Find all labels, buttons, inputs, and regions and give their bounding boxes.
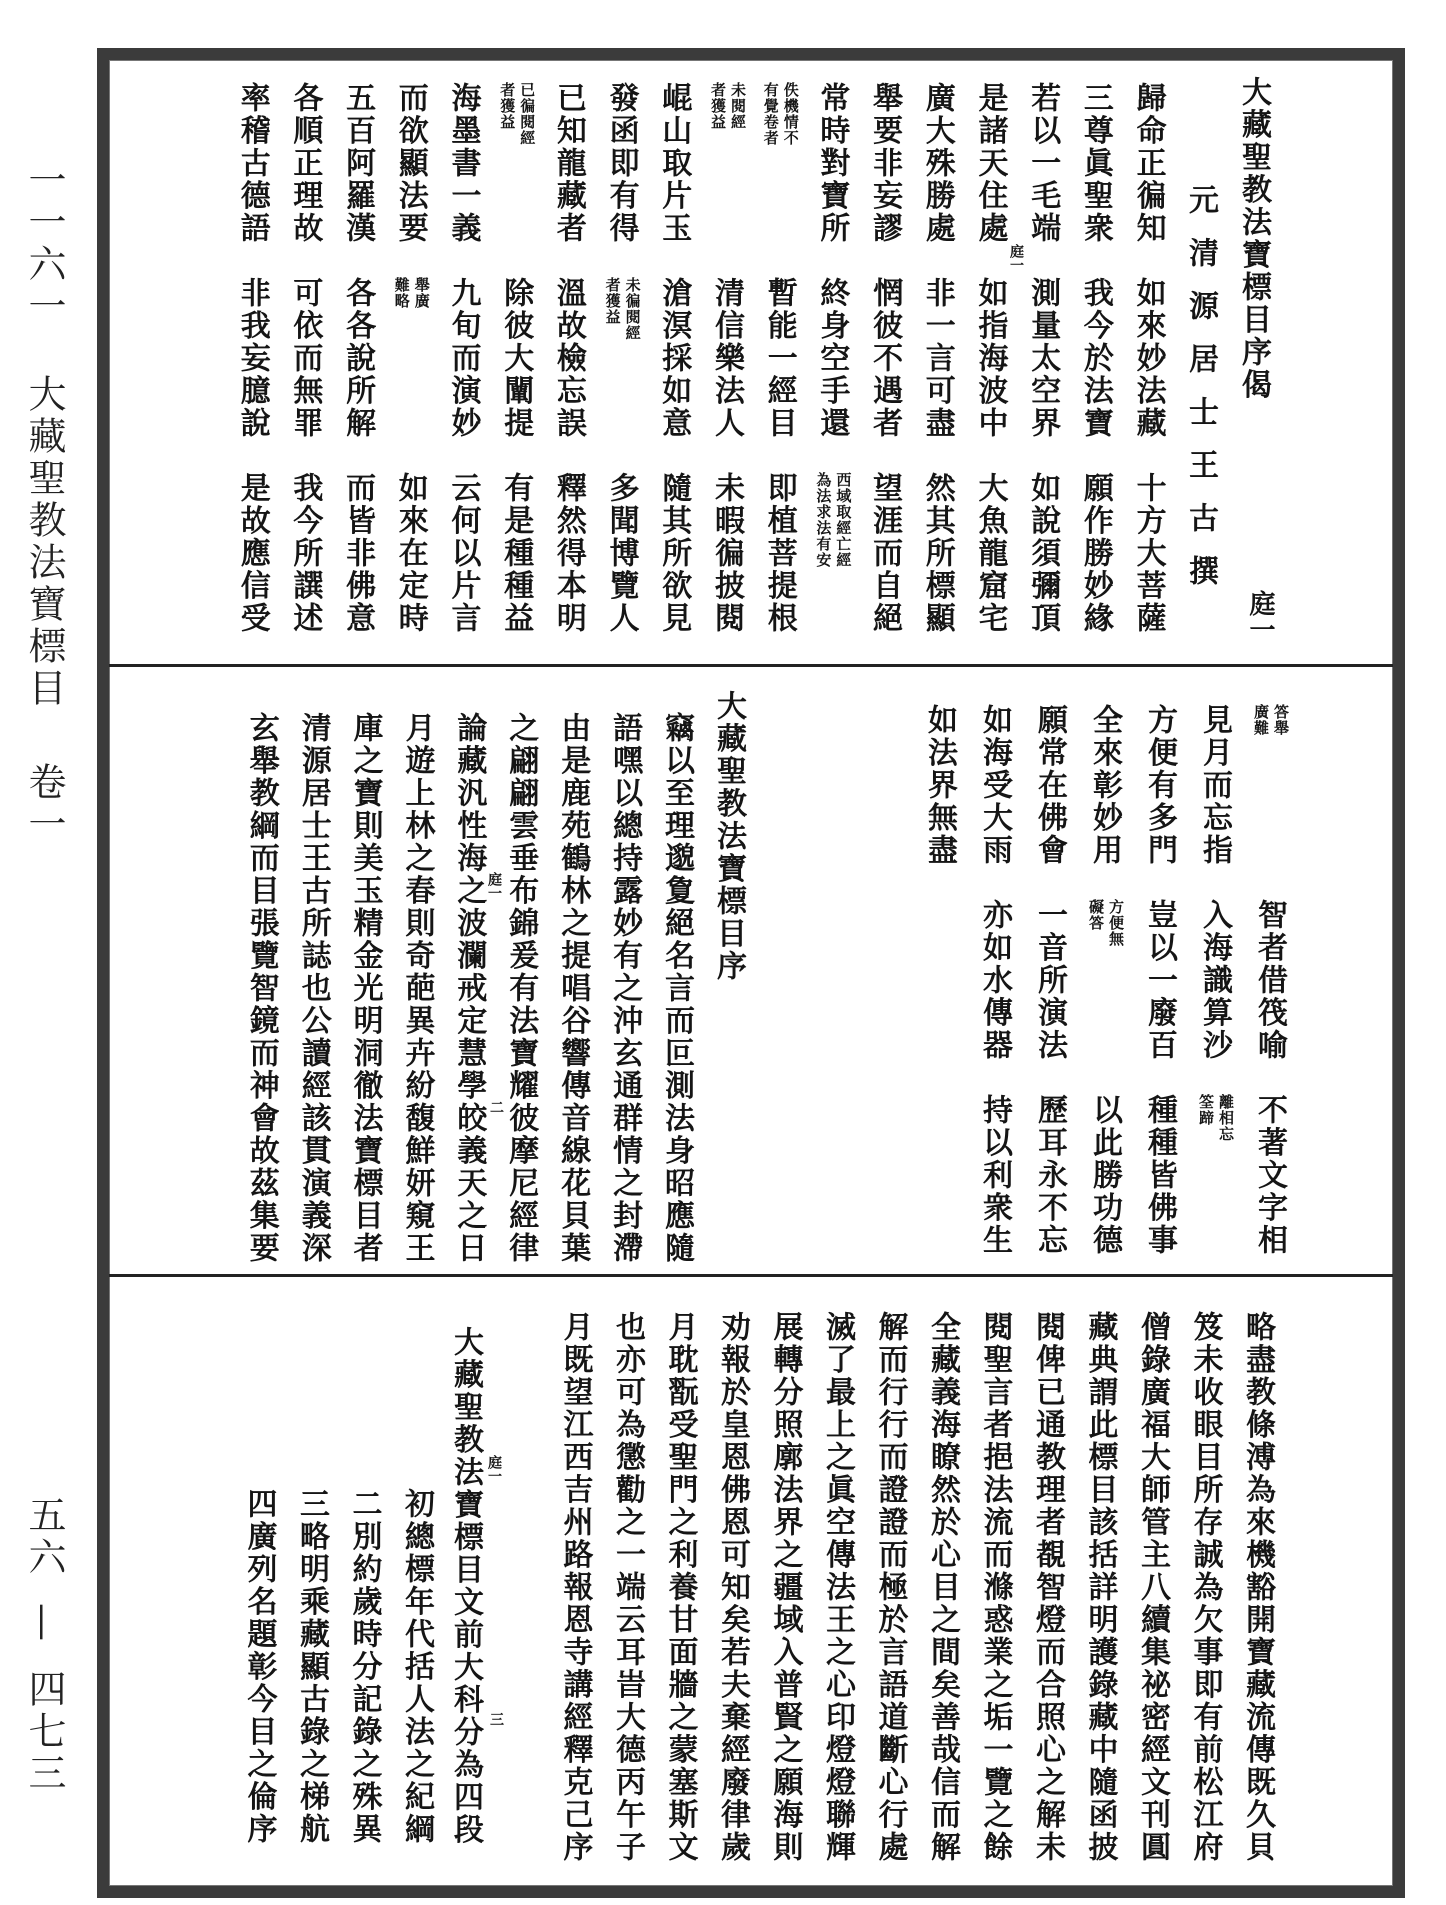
preface-line-column <box>235 712 287 1265</box>
verse-phrase: 非我妄臆說 <box>234 277 270 440</box>
preface-line: 清源居士王古所誌也公讀經該貫演義深 <box>295 712 331 1265</box>
preface-line: 由是鹿苑鶴林之提唱谷響傳音線花貝葉 <box>555 712 591 1265</box>
verse-slot <box>1078 899 1130 947</box>
verse-slot <box>1243 704 1295 736</box>
verse-slot <box>1023 704 1075 867</box>
interlinear-note: 答舉廣難 <box>1252 704 1290 736</box>
verse-slot <box>1133 704 1185 867</box>
leaf-mark: 三 <box>488 1712 504 1726</box>
verse-slot <box>805 472 857 568</box>
verse-phrase: 惘彼不遇者 <box>867 277 903 440</box>
postface-line-column <box>1231 1311 1283 1864</box>
verse-slot <box>1188 899 1240 1062</box>
verse-phrase: 廣大殊勝處 <box>919 82 955 245</box>
verse-phrase: 持以利衆生 <box>977 1094 1012 1257</box>
verse-slot <box>647 277 699 440</box>
outline-title: 大藏聖教法寶標目文前大科分為四段 <box>448 1326 483 1846</box>
verse-slot <box>542 82 594 245</box>
outline-item: 初總標年代括人法之紀綱 <box>399 1488 434 1846</box>
verse-phrase: 如來妙法藏 <box>1130 277 1166 440</box>
panel-divider <box>109 664 1393 667</box>
verse-slot <box>964 277 1016 440</box>
verse-slot <box>1078 704 1130 867</box>
preface-line: 玄舉教綱而目張覽智鏡而神會故茲集要 <box>243 712 279 1265</box>
verse-slot <box>489 472 541 635</box>
verse-slot <box>489 82 541 146</box>
verse-phrase: 清信樂法人 <box>709 277 744 440</box>
verse-slot <box>753 277 805 440</box>
verse-phrase: 未暇徧披閱 <box>709 472 744 635</box>
verse-slot <box>1069 472 1121 635</box>
preface-line-column <box>287 712 339 1265</box>
verse-phrase: 測量太空界 <box>1025 277 1061 440</box>
verse-slot <box>595 82 647 245</box>
verse-slot <box>1016 277 1068 440</box>
postface-line: 展轉分照廓法界之疆域入普賢之願海則 <box>767 1311 803 1864</box>
postface-line: 滅了最上之眞空傳法王之心印燈燈聯輝 <box>820 1311 855 1864</box>
interlinear-note: 西域取經亡經為法求法有安 <box>814 472 853 568</box>
verse-phrase: 非一言可盡 <box>919 277 955 440</box>
verse-phrase: 智者借筏喻 <box>1252 899 1287 1062</box>
postface-line-column <box>601 1311 653 1864</box>
postface-line-column <box>1074 1311 1126 1864</box>
postface-line-column <box>654 1311 706 1864</box>
verse-slot <box>226 472 278 635</box>
verse-slot <box>1078 1094 1130 1257</box>
verse-phrase: 九旬而演妙 <box>445 277 481 440</box>
verse-phrase: 望涯而自絕 <box>867 472 903 635</box>
verse-phrase: 亦如水傳器 <box>977 899 1012 1062</box>
verse-phrase: 海墨書一義 <box>445 82 481 245</box>
page-mark: 庭一 <box>1245 590 1275 642</box>
verse-slot <box>753 82 805 146</box>
outline-item: 二別約歲時分記錄之殊異 <box>346 1488 382 1846</box>
postface-line: 閱聖言者挹法流而滌惑業之垢一覽之餘 <box>977 1311 1013 1864</box>
postface-line-column <box>706 1311 758 1864</box>
verse-slot <box>595 472 647 635</box>
verse-phrase: 而皆非佛意 <box>340 472 376 635</box>
page-mark: 庭一 <box>486 872 502 900</box>
verse-slot <box>968 1094 1020 1257</box>
verse-phrase: 方便有多門 <box>1142 704 1177 867</box>
verse-phrase: 云何以片言 <box>445 472 481 635</box>
verse-slot <box>858 82 910 245</box>
verse-slot <box>595 277 647 341</box>
verse-slot <box>913 704 965 867</box>
verse-slot <box>805 82 857 245</box>
verse-slot <box>437 82 489 245</box>
verse-slot <box>1122 277 1174 440</box>
verse-slot <box>278 82 330 245</box>
postface-line: 略盡教條溥為來機豁開寶藏流傳既久貝 <box>1240 1311 1275 1864</box>
outline-title-column <box>439 1326 491 1846</box>
volume-number: 一一六一 <box>22 160 66 328</box>
outline-item-column <box>338 1488 390 1846</box>
postface-line: 解而行行而證證而極於言語道斷心行處 <box>872 1311 908 1864</box>
page-number-right: 四七三 <box>22 1669 66 1796</box>
preface-line-column <box>598 712 650 1265</box>
verse-phrase: 願常在佛會 <box>1032 704 1067 867</box>
verse-slot <box>753 472 805 635</box>
verse-slot <box>1122 472 1174 635</box>
interlinear-note: 方便無礙答 <box>1087 899 1125 947</box>
verse-phrase: 各順正理故 <box>287 82 323 245</box>
verse-phrase: 溫故檢忘誤 <box>550 277 586 440</box>
verse-slot <box>1016 472 1068 635</box>
book-title: 大藏聖教法寶標目 <box>22 374 66 711</box>
verse-slot <box>384 82 436 245</box>
verse-phrase: 各各說所解 <box>340 277 376 440</box>
verse-phrase: 舉要非妄謬 <box>867 82 903 245</box>
verse-slot <box>1122 82 1174 245</box>
verse-phrase: 五百阿羅漢 <box>340 82 376 245</box>
verse-slot <box>1243 1094 1295 1257</box>
verse-phrase: 我今所譔述 <box>287 472 323 635</box>
verse-phrase: 全來彰妙用 <box>1087 704 1122 867</box>
verse-phrase: 可依而無罪 <box>287 277 323 440</box>
leaf-mark: 二 <box>488 1100 504 1114</box>
verse-phrase: 歷耳永不忘 <box>1032 1094 1067 1257</box>
verse-slot <box>700 82 752 130</box>
verse-slot <box>911 277 963 440</box>
verse-phrase: 然其所標顯 <box>919 472 955 635</box>
verse-phrase: 如海受大雨 <box>977 704 1012 867</box>
verse-phrase: 十方大菩薩 <box>1130 472 1166 635</box>
verse-phrase: 終身空手還 <box>814 277 850 440</box>
verse-slot <box>1133 1094 1185 1257</box>
verse-phrase: 我今於法寶 <box>1077 277 1113 440</box>
author-column <box>1174 184 1226 608</box>
verse-slot <box>700 277 752 440</box>
running-head <box>22 160 66 846</box>
verse-slot <box>1243 899 1295 1062</box>
verse-slot <box>1023 899 1075 1062</box>
preface-line: 論藏汎性海之波瀾戒定慧學皎義天之日 <box>451 712 487 1265</box>
verse-slot <box>968 704 1020 867</box>
postface-line: 僧錄廣福大師管主八續集祕密經文刊圓 <box>1135 1311 1170 1864</box>
outline-item: 三略明乘藏顯古錄之梯航 <box>294 1488 329 1846</box>
verse-slot <box>226 82 278 245</box>
outline-item-column <box>390 1488 442 1846</box>
verse-phrase: 是故應信受 <box>234 472 270 635</box>
postface-line-column <box>759 1311 811 1864</box>
verse-phrase: 率稽古德語 <box>234 82 270 245</box>
verse-slot <box>542 472 594 635</box>
interlinear-note: 未閱經者獲益 <box>709 82 747 130</box>
verse-phrase: 大魚龍窟宅 <box>972 472 1008 635</box>
outline-item-column <box>233 1488 285 1846</box>
page-number <box>22 1495 66 1795</box>
page-number-dash: — <box>22 1603 66 1646</box>
verse-phrase: 以此勝功德 <box>1087 1094 1122 1257</box>
postface-line: 笈未收眼目所存誠為欠事即有前松江府 <box>1187 1311 1223 1864</box>
verse-phrase: 見月而忘指 <box>1197 704 1232 867</box>
verse-phrase: 釋然得本明 <box>550 472 586 635</box>
verse-slot <box>805 277 857 440</box>
interlinear-note: 已徧閱經者獲益 <box>498 82 537 146</box>
verse-slot <box>331 472 383 635</box>
verse-slot <box>647 472 699 635</box>
postface-line-column <box>1179 1311 1231 1864</box>
verse-phrase: 多聞博覽人 <box>603 472 639 635</box>
page-number-left: 五六 <box>22 1495 66 1579</box>
verse-slot <box>858 472 910 635</box>
postface-line: 藏典謂此標目該括詳明護錄藏中隨函披 <box>1082 1311 1118 1864</box>
verse-phrase: 一音所演法 <box>1032 899 1067 1062</box>
verse-phrase: 有是種種益 <box>498 472 534 635</box>
verse-phrase: 除彼大闡提 <box>498 277 534 440</box>
author-line: 元清源居士王古撰 <box>1183 184 1218 608</box>
verse-slot <box>1188 1094 1240 1142</box>
verse-phrase: 即植菩提根 <box>761 472 797 635</box>
verse-phrase: 滄溟採如意 <box>656 277 692 440</box>
verse-phrase: 種種皆佛事 <box>1142 1094 1177 1257</box>
postface-line-column <box>549 1311 601 1864</box>
postface-line-column <box>969 1311 1021 1864</box>
interlinear-note: 舉廣難略 <box>392 277 431 309</box>
postface-line: 月既望江西吉州路報恩寺講經釋克己序 <box>557 1311 593 1864</box>
outline-item: 四廣列名題彰今目之倫序 <box>241 1488 277 1846</box>
verse-phrase: 隨其所欲見 <box>656 472 692 635</box>
verse-phrase: 如法界無盡 <box>922 704 957 867</box>
verse-slot <box>1069 277 1121 440</box>
verse-slot <box>489 277 541 440</box>
panel-divider <box>109 1274 1393 1277</box>
page-mark: 庭一 <box>486 1455 502 1483</box>
verse-slot <box>331 277 383 440</box>
verse-phrase: 入海識算沙 <box>1197 899 1232 1062</box>
verse-slot <box>437 277 489 440</box>
page-mark: 庭一 <box>1008 244 1024 272</box>
preface-line: 庫之寶則美玉精金光明洞徹法寶標目者 <box>347 712 383 1265</box>
verse-phrase: 不著文字相 <box>1252 1094 1287 1257</box>
verse-phrase: 崐山取片玉 <box>656 82 692 245</box>
verse-slot <box>858 277 910 440</box>
verse-phrase: 豈以一廢百 <box>1142 899 1177 1062</box>
verse-phrase: 而欲顯法要 <box>392 82 428 245</box>
verse-slot <box>384 472 436 635</box>
interlinear-note: 離相忘筌蹄 <box>1197 1094 1235 1142</box>
verse-slot <box>384 277 436 309</box>
verse-slot <box>1188 704 1240 867</box>
preface-verse-title: 大藏聖教法寶標目序偈 <box>1236 76 1271 401</box>
verse-phrase: 歸命正徧知 <box>1130 82 1166 245</box>
verse-slot <box>968 899 1020 1062</box>
verse-phrase: 如說須彌頂 <box>1025 472 1061 635</box>
verse-slot <box>278 277 330 440</box>
preface-line: 之翩翩雲垂布錦爰有法寶耀彼摩尼經律 <box>503 712 539 1265</box>
postface-line-column <box>811 1311 863 1864</box>
verse-slot <box>1016 82 1068 245</box>
verse-slot <box>278 472 330 635</box>
verse-phrase: 暫能一經目 <box>761 277 797 440</box>
verse-slot <box>331 82 383 245</box>
postface-line: 月耽翫受聖門之利養甘面牆之蒙塞斯文 <box>662 1311 698 1864</box>
postface-line: 也亦可為懲勸之一端云耳旹大德丙午子 <box>610 1311 645 1864</box>
verse-slot <box>911 82 963 245</box>
postface-line-column <box>916 1311 968 1864</box>
preface-line-column <box>391 712 443 1265</box>
verse-phrase: 如指海波中 <box>972 277 1008 440</box>
verse-slot <box>700 472 752 635</box>
verse-slot <box>964 472 1016 635</box>
verse-phrase: 發函即有得 <box>603 82 639 245</box>
interlinear-note: 佚機情不有覺卷者 <box>761 82 800 146</box>
postface-line-column <box>864 1311 916 1864</box>
preface-line-column <box>339 712 391 1265</box>
verse-phrase: 願作勝妙緣 <box>1077 472 1113 635</box>
postface-line-column <box>1126 1311 1178 1864</box>
verse-slot <box>1133 899 1185 1062</box>
preface-title-column <box>702 690 754 983</box>
verse-slot <box>542 277 594 440</box>
postface-line: 閱俾已通教理者覩智燈而合照心之解未 <box>1030 1311 1065 1864</box>
preface-line-column <box>442 712 494 1265</box>
verse-slot <box>647 82 699 245</box>
preface-line-column <box>546 712 598 1265</box>
verse-slot <box>911 472 963 635</box>
fascicle-label: 卷一 <box>22 762 66 847</box>
preface-line-column <box>494 712 546 1265</box>
verse-slot <box>1069 82 1121 245</box>
preface-line: 語嘿以總持露妙有之沖玄通群情之封滯 <box>607 712 643 1265</box>
postface-line-column <box>1021 1311 1073 1864</box>
verse-slot <box>1023 1094 1075 1257</box>
outline-item-column <box>285 1488 337 1846</box>
verse-phrase: 已知龍藏者 <box>550 82 586 245</box>
verse-phrase: 是諸天住處 <box>972 82 1008 245</box>
preface-line: 竊以至理邈夐絕名言而叵測法身昭應隨 <box>659 712 694 1265</box>
postface-line: 劝報於皇恩佛恩可知矣若夫棄經廢律歲 <box>715 1311 750 1864</box>
verse-slot <box>226 277 278 440</box>
verse-phrase: 若以一毛端 <box>1025 82 1061 245</box>
preface-title: 大藏聖教法寶標目序 <box>711 690 746 983</box>
interlinear-note: 未徧閱經者獲益 <box>603 277 642 341</box>
verse-phrase: 三尊眞聖衆 <box>1077 82 1113 245</box>
preface-line-column <box>650 712 702 1265</box>
preface-line: 月遊上林之春則奇葩異卉紛馥鮮妍窺王 <box>399 712 435 1265</box>
preface-verse-title-column <box>1227 76 1279 401</box>
postface-line: 全藏義海瞭然於心目之間矣善哉信而解 <box>925 1311 960 1864</box>
verse-slot <box>964 82 1016 245</box>
verse-slot <box>437 472 489 635</box>
verse-phrase: 常時對寶所 <box>814 82 850 245</box>
verse-phrase: 如來在定時 <box>392 472 428 635</box>
